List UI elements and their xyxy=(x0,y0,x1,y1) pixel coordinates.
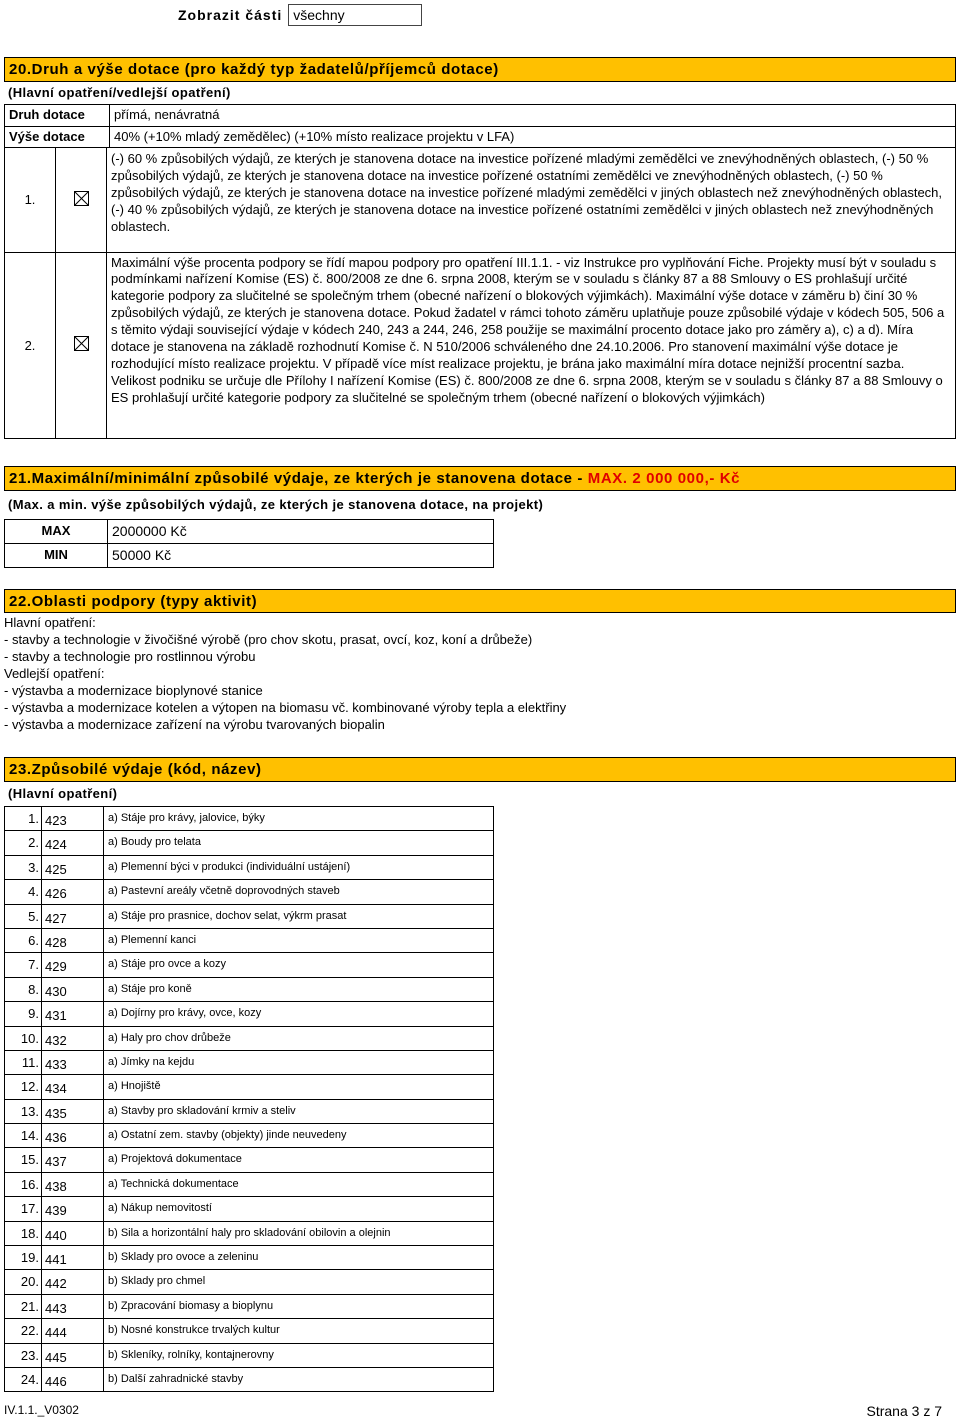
expense-code: 430 xyxy=(42,977,104,1001)
activity-line: Vedlejší opatření: xyxy=(4,666,105,681)
expense-row xyxy=(5,855,494,879)
expense-description: a) Stáje pro krávy, jalovice, býky xyxy=(104,807,494,831)
expense-code: 426 xyxy=(42,880,104,904)
expense-index: 2. xyxy=(5,831,42,855)
section-21-title-text: 21.Maximální/minimální způsobilé výdaje, ze kterých je stanovena dotace - xyxy=(9,470,588,487)
expense-index: 9. xyxy=(5,1002,42,1026)
option-checkbox[interactable] xyxy=(56,148,107,252)
section-23-title: 23.Způsobilé výdaje (kód, název) xyxy=(4,757,956,782)
expense-description: b) Skleníky, rolníky, kontajnerovny xyxy=(104,1343,494,1367)
expense-row xyxy=(5,1124,494,1148)
expense-description: a) Haly pro chov drůbeže xyxy=(104,1026,494,1050)
expenses-table xyxy=(4,806,494,1392)
option-number: 1. xyxy=(5,148,56,252)
expense-index: 24. xyxy=(5,1367,42,1391)
expense-row xyxy=(5,1050,494,1074)
expense-code: 436 xyxy=(42,1124,104,1148)
expense-row xyxy=(5,1367,494,1391)
expense-row xyxy=(5,807,494,831)
expense-index: 11. xyxy=(5,1050,42,1074)
expense-code: 437 xyxy=(42,1148,104,1172)
expense-code: 442 xyxy=(42,1270,104,1294)
expense-row xyxy=(5,1319,494,1343)
expense-description: b) Zpracování biomasy a bioplynu xyxy=(104,1294,494,1318)
expense-index: 8. xyxy=(5,977,42,1001)
expense-index: 15. xyxy=(5,1148,42,1172)
section-22-title: 22.Oblasti podpory (typy aktivit) xyxy=(4,589,956,613)
expense-code: 423 xyxy=(42,807,104,831)
expense-row xyxy=(5,1075,494,1099)
expense-description: a) Dojírny pro krávy, ovce, kozy xyxy=(104,1002,494,1026)
expense-code: 428 xyxy=(42,928,104,952)
expense-description: a) Stáje pro prasnice, dochov selat, výkrm prasat xyxy=(104,904,494,928)
expense-index: 16. xyxy=(5,1172,42,1196)
section-23 xyxy=(4,757,956,1392)
expense-description: a) Plemenní kanci xyxy=(104,928,494,952)
limits-table xyxy=(4,519,494,568)
expense-description: a) Projektová dokumentace xyxy=(104,1148,494,1172)
activity-line: - výstavba a modernizace bioplynové stanice xyxy=(4,683,263,698)
expense-row xyxy=(5,1099,494,1123)
expense-code: 435 xyxy=(42,1099,104,1123)
expense-code: 443 xyxy=(42,1294,104,1318)
expense-index: 13. xyxy=(5,1099,42,1123)
max-value: 2000000 Kč xyxy=(108,520,494,544)
expense-index: 12. xyxy=(5,1075,42,1099)
expense-index: 18. xyxy=(5,1221,42,1245)
expense-row xyxy=(5,1343,494,1367)
expense-description: a) Stáje pro koně xyxy=(104,977,494,1001)
expense-description: b) Nosné konstrukce trvalých kultur xyxy=(104,1319,494,1343)
expense-index: 7. xyxy=(5,953,42,977)
checked-box-icon xyxy=(74,191,89,206)
activity-line: - výstavba a modernizace zařízení na výrobu tvarovaných biopalin xyxy=(4,717,385,732)
vyse-label: Výše dotace xyxy=(5,127,110,148)
section-22 xyxy=(4,589,956,613)
vyse-value: 40% (+10% mladý zemědělec) (+10% místo realizace projektu v LFA) xyxy=(110,127,956,148)
expense-row xyxy=(5,904,494,928)
section-20 xyxy=(4,57,956,439)
expense-index: 6. xyxy=(5,928,42,952)
expense-code: 441 xyxy=(42,1246,104,1270)
expense-row xyxy=(5,1197,494,1221)
expense-description: a) Jímky na kejdu xyxy=(104,1050,494,1074)
expense-index: 23. xyxy=(5,1343,42,1367)
druh-label: Druh dotace xyxy=(5,105,110,127)
expense-description: a) Hnojiště xyxy=(104,1075,494,1099)
expense-description: a) Pastevní areály včetně doprovodných staveb xyxy=(104,880,494,904)
expense-index: 22. xyxy=(5,1319,42,1343)
checked-box-icon xyxy=(74,336,89,351)
footer-doc-code: IV.1.1._V0302 xyxy=(4,1403,79,1417)
expense-index: 19. xyxy=(5,1246,42,1270)
expense-row xyxy=(5,1148,494,1172)
expense-code: 446 xyxy=(42,1367,104,1391)
expense-row xyxy=(5,928,494,952)
activity-line: - stavby a technologie pro rostlinnou výrobu xyxy=(4,649,256,664)
option-row xyxy=(5,252,956,438)
section-21-max-amount: MAX. 2 000 000,- Kč xyxy=(587,470,741,487)
expense-row xyxy=(5,953,494,977)
section-21 xyxy=(4,466,956,568)
expense-index: 17. xyxy=(5,1197,42,1221)
section-22-content xyxy=(4,614,566,733)
expense-description: a) Plemenní býci v produkci (individuální ustájení) xyxy=(104,855,494,879)
option-text: Maximální výše procenta podpory se řídí mapou podpory pro opatření III.1.1. - viz Instrukce pro vyplňování Fiche. Projekty musí být v souladu s podmínkami nařízení Komise (ES) č. 800/2008 ze dne 6. srpna 2008, kterým se v souladu s články 87 a 88 Smlouvy o ES prohlašují určité kategorie podpory za slučitelné se společným trhem (obecné nařízení o blokových výjimkách). Maximální výše dotace v záměru b) činí 30 % způsobilých výdajů, ze kterých je stanovena dotace. Pokud žadatel v rámci tohoto záměru uplatňuje pouze způsobilé výdaje v kódech 505, 506 a s těmito výdaji související výdaje v kódech 240, 243 a 244, 246, 258 použije se maximální procento dotace jako pro záměry a), c) a d). Míra dotace je stanovena na základě rozhodnutí Komise č. N 510/2006 schváleného dne 24.10.2006. Pro stanovení maximální výše dotace je rozhodující místo realizace projektu. V případě více míst realizace projektu, je brána jako maximální míra dotace nejnižší procentní sazba. Velikost podniku se určuje dle Přílohy I nařízení Komise (ES) č. 800/2008 ze dne 6. srpna 2008, kterým se v souladu s články 87 a 88 Smlouvy o ES prohlašují určité kategorie podpory za slučitelné se společným trhem (obecné nařízení o blokových výjimkách) xyxy=(107,252,956,438)
expense-code: 433 xyxy=(42,1050,104,1074)
section-20-title: 20.Druh a výše dotace (pro každý typ žadatelů/příjemců dotace) xyxy=(4,57,956,82)
expense-description: b) Sklady pro ovoce a zeleninu xyxy=(104,1246,494,1270)
expense-code: 425 xyxy=(42,855,104,879)
expense-row xyxy=(5,1270,494,1294)
expense-row xyxy=(5,880,494,904)
filter-select[interactable]: všechny xyxy=(288,4,422,26)
filter-bar xyxy=(178,3,422,27)
expense-description: a) Technická dokumentace xyxy=(104,1172,494,1196)
section-20-table xyxy=(4,104,956,148)
expense-index: 3. xyxy=(5,855,42,879)
section-21-subtitle: (Max. a min. výše způsobilých výdajů, ze kterých je stanovena dotace, na projekt) xyxy=(8,497,544,512)
expense-code: 431 xyxy=(42,1002,104,1026)
expense-code: 438 xyxy=(42,1172,104,1196)
expense-code: 429 xyxy=(42,953,104,977)
expense-code: 439 xyxy=(42,1197,104,1221)
expense-description: a) Stavby pro skladování krmiv a steliv xyxy=(104,1099,494,1123)
expense-row xyxy=(5,1246,494,1270)
expense-description: b) Sklady pro chmel xyxy=(104,1270,494,1294)
min-label: MIN xyxy=(5,544,108,568)
activity-line: - výstavba a modernizace kotelen a výtopen na biomasu vč. kombinované výroby tepla a elektřiny xyxy=(4,700,567,715)
expense-index: 5. xyxy=(5,904,42,928)
expense-index: 20. xyxy=(5,1270,42,1294)
expense-description: a) Boudy pro telata xyxy=(104,831,494,855)
expense-code: 445 xyxy=(42,1343,104,1367)
expense-row xyxy=(5,1026,494,1050)
max-label: MAX xyxy=(5,520,108,544)
expense-index: 14. xyxy=(5,1124,42,1148)
expense-code: 432 xyxy=(42,1026,104,1050)
expense-index: 10. xyxy=(5,1026,42,1050)
option-text: (-) 60 % způsobilých výdajů, ze kterých je stanovena dotace na investice pořízené mladými zemědělci ve znevýhodněných oblastech, (-) 50 % způsobilých výdajů, ze kterých je stanovena dotace na investice pořízené ostatními zemědělci ve znevýhodněných oblastech, (-) 50 % způsobilých výdajů, ze kterých je stanovena dotace na investice pořízené mladými zemědělci v jiných oblastech než znevýhodněných oblastech,(-) 40 % způsobilých výdajů, ze kterých je stanovena dotace na investice pořízené ostatními zemědělci v jiných oblastech než znevýhodněných oblastech. xyxy=(107,148,956,252)
activity-line: - stavby a technologie v živočišné výrobě (pro chov skotu, prasat, ovcí, koz, koní a drůbeže) xyxy=(4,632,533,647)
option-checkbox[interactable] xyxy=(56,252,107,438)
section-20-subtitle: (Hlavní opatření/vedlejší opatření) xyxy=(8,85,231,100)
expense-description: b) Další zahradnické stavby xyxy=(104,1367,494,1391)
expense-row xyxy=(5,831,494,855)
option-number: 2. xyxy=(5,252,56,438)
expense-index: 4. xyxy=(5,880,42,904)
expense-description: b) Sila a horizontální haly pro skladování obilovin a olejnin xyxy=(104,1221,494,1245)
expense-index: 1. xyxy=(5,807,42,831)
activity-line: Hlavní opatření: xyxy=(4,615,96,630)
option-row xyxy=(5,148,956,252)
expense-description: a) Stáje pro ovce a kozy xyxy=(104,953,494,977)
expense-code: 440 xyxy=(42,1221,104,1245)
expense-row xyxy=(5,977,494,1001)
expense-row xyxy=(5,1294,494,1318)
expense-index: 21. xyxy=(5,1294,42,1318)
section-23-subtitle: (Hlavní opatření) xyxy=(8,786,118,801)
expense-description: a) Nákup nemovitostí xyxy=(104,1197,494,1221)
footer-page-number: Strana 3 z 7 xyxy=(866,1403,942,1419)
section-21-title xyxy=(4,466,956,491)
expense-description: a) Ostatní zem. stavby (objekty) jinde neuvedeny xyxy=(104,1124,494,1148)
druh-value: přímá, nenávratná xyxy=(110,105,956,127)
expense-row xyxy=(5,1172,494,1196)
expense-row xyxy=(5,1002,494,1026)
expense-code: 434 xyxy=(42,1075,104,1099)
expense-code: 424 xyxy=(42,831,104,855)
min-value: 50000 Kč xyxy=(108,544,494,568)
expense-row xyxy=(5,1221,494,1245)
expense-code: 444 xyxy=(42,1319,104,1343)
expense-code: 427 xyxy=(42,904,104,928)
filter-label: Zobrazit části xyxy=(178,7,283,23)
options-table xyxy=(4,148,956,439)
